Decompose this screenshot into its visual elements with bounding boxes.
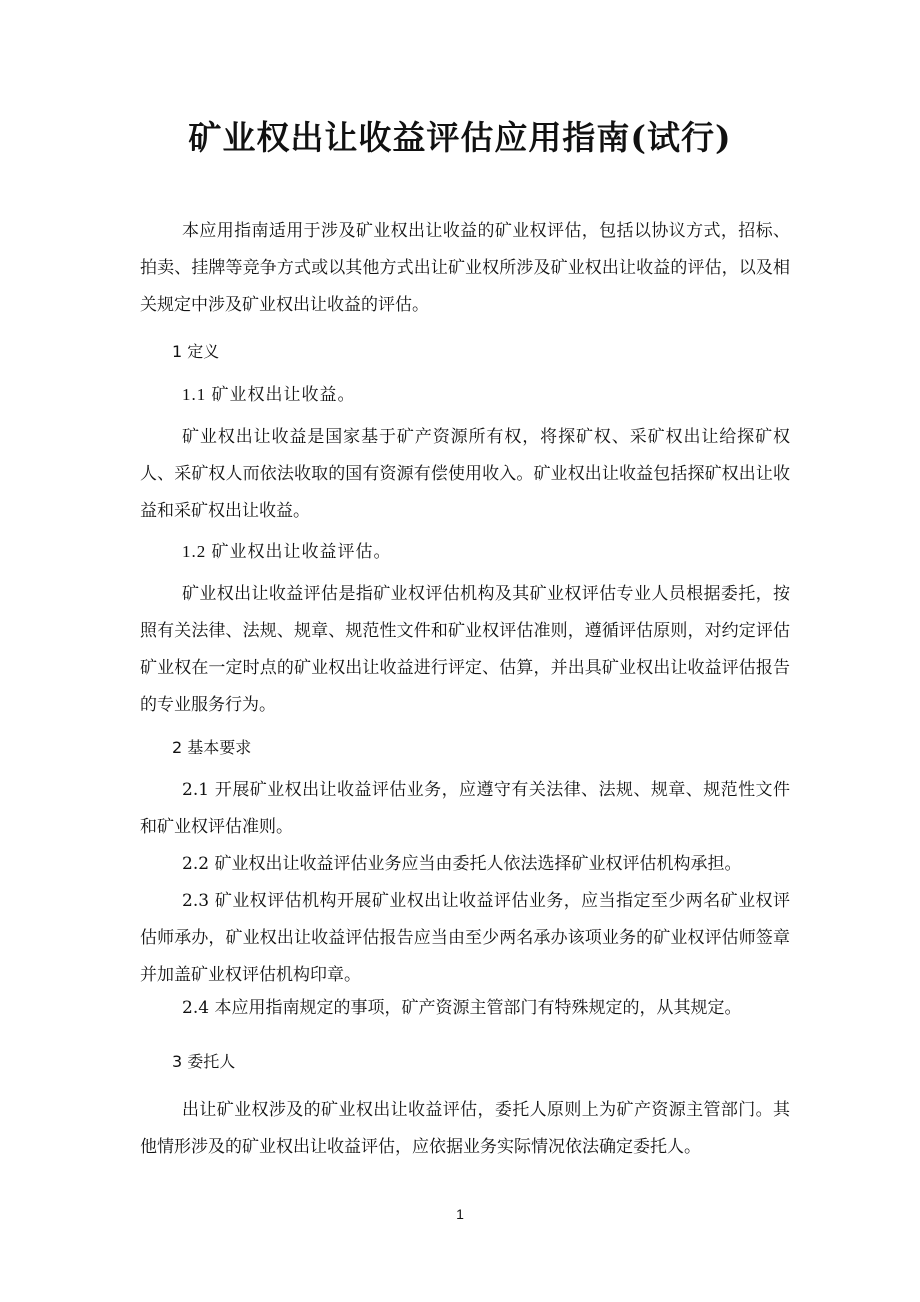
- item-2-2: 2.2 矿业权出让收益评估业务应当由委托人依法选择矿业权评估机构承担。: [182, 854, 742, 874]
- item-1-1-body: 矿业权出让收益是国家基于矿产资源所有权，将探矿权、采矿权出让给探矿权人、采矿权人而依法收取的国有资源有偿使用收入。矿业权出让收益包括探矿权出让收益和采矿权出让收益。: [140, 427, 790, 521]
- intro-paragraph: 本应用指南适用于涉及矿业权出让收益的矿业权评估，包括以协议方式，招标、拍卖、挂牌等竞争方式或以其他方式出让矿业权所涉及矿业权出让收益的评估，以及相关规定中涉及矿业权出让收益的评估。: [140, 221, 790, 315]
- item-2-3: 2.3 矿业权评估机构开展矿业权出让收益评估业务，应当指定至少两名矿业权评估师承办，矿业权出让收益评估报告应当由至少两名承办该项业务的矿业权评估师签章并加盖矿业权评估机构印章。: [140, 891, 790, 985]
- document-title: 矿业权出让收益评估应用指南(试行): [188, 118, 732, 157]
- section-2-heading: 2 基本要求: [172, 738, 252, 757]
- item-2-4: 2.4 本应用指南规定的事项，矿产资源主管部门有特殊规定的，从其规定。: [182, 998, 742, 1018]
- section-3-body: 出让矿业权涉及的矿业权出让收益评估，委托人原则上为矿产资源主管部门。其他情形涉及的矿业权出让收益评估，应依据业务实际情况依法确定委托人。: [140, 1100, 790, 1157]
- item-1-2-title: 1.2 矿业权出让收益评估。: [182, 542, 392, 561]
- item-2-1: 2.1 开展矿业权出让收益评估业务，应遵守有关法律、法规、规章、规范性文件和矿业权评估准则。: [140, 780, 790, 837]
- section-3-heading: 3 委托人: [172, 1052, 236, 1071]
- page-number: 1: [456, 1206, 464, 1222]
- item-1-1-title: 1.1 矿业权出让收益。: [182, 385, 356, 404]
- section-1-heading: 1 定义: [172, 342, 220, 361]
- item-1-2-body: 矿业权出让收益评估是指矿业权评估机构及其矿业权评估专业人员根据委托，按照有关法律、法规、规章、规范性文件和矿业权评估准则，遵循评估原则，对约定评估矿业权在一定时点的矿业权出让收益进行评定、估算，并出具矿业权出让收益评估报告的专业服务行为。: [140, 584, 790, 715]
